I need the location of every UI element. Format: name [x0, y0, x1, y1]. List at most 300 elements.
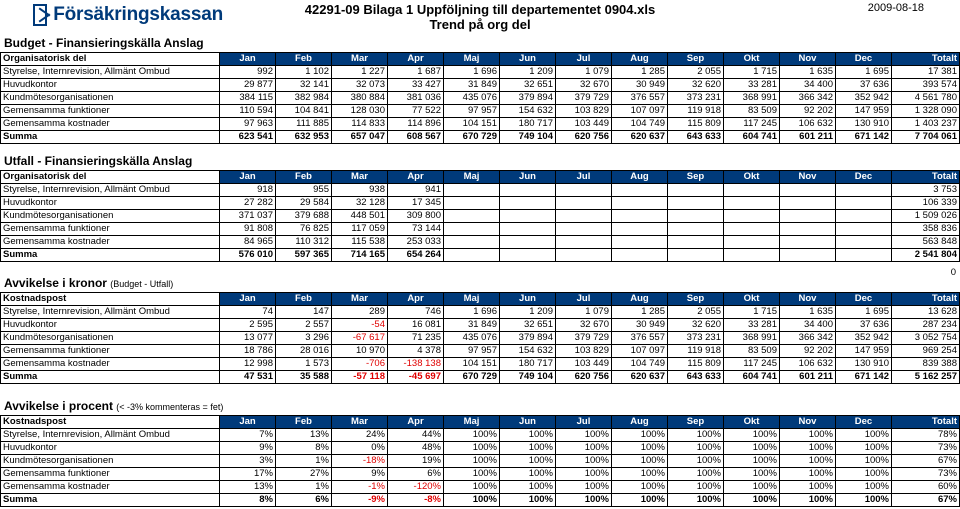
table-cell: 17 345 — [388, 197, 444, 210]
table-cell: 671 142 — [836, 131, 892, 144]
table-cell: 2 055 — [668, 66, 724, 79]
table-cell — [500, 197, 556, 210]
table-cell — [500, 210, 556, 223]
table-cell — [556, 236, 612, 249]
column-header-feb: Feb — [276, 53, 332, 66]
table-cell: 384 115 — [220, 92, 276, 105]
table-cell: 29 877 — [220, 79, 276, 92]
table-cell: 60% — [892, 481, 960, 494]
table-row — [1, 332, 960, 345]
table-row — [1, 358, 960, 371]
column-header-mar: Mar — [332, 416, 388, 429]
table-cell: 100% — [668, 455, 724, 468]
utfall-table — [0, 170, 960, 262]
table-cell: 3 296 — [276, 332, 332, 345]
table-cell: 100% — [724, 481, 780, 494]
table-cell: 657 047 — [332, 131, 388, 144]
table-cell: 32 620 — [668, 319, 724, 332]
table-cell: 100% — [444, 442, 500, 455]
table-cell: 1 209 — [500, 66, 556, 79]
table-cell: -18% — [332, 455, 388, 468]
table-cell: 128 030 — [332, 105, 388, 118]
table-cell: 100% — [556, 442, 612, 455]
table-cell — [556, 184, 612, 197]
table-cell: -1% — [332, 481, 388, 494]
table-cell: 32 670 — [556, 319, 612, 332]
table-cell — [556, 210, 612, 223]
table-cell — [444, 236, 500, 249]
table-cell: 27% — [276, 468, 332, 481]
table-cell — [500, 249, 556, 262]
table-cell: 100% — [612, 442, 668, 455]
table-cell — [500, 223, 556, 236]
table-cell — [668, 184, 724, 197]
table-cell: 100% — [444, 429, 500, 442]
table-cell — [836, 197, 892, 210]
table-cell: 100% — [500, 442, 556, 455]
avvikelse-pct-title: Avvikelse i procent (< -3% kommenteras = fet) — [4, 399, 224, 413]
table-cell: 67% — [892, 455, 960, 468]
table-cell: 2 055 — [668, 306, 724, 319]
column-header-jun: Jun — [500, 53, 556, 66]
row-label: Styrelse, Internrevision, Allmänt Ombud — [1, 306, 220, 319]
table-row — [1, 306, 960, 319]
table-cell: 13% — [220, 481, 276, 494]
column-header-sep: Sep — [668, 53, 724, 66]
table-cell: 435 076 — [444, 332, 500, 345]
table-cell: 104 151 — [444, 358, 500, 371]
table-cell: 180 717 — [500, 118, 556, 131]
column-header-jun: Jun — [500, 416, 556, 429]
table-cell: 103 449 — [556, 358, 612, 371]
table-cell: 180 717 — [500, 358, 556, 371]
table-cell: 10 970 — [332, 345, 388, 358]
column-header-okt: Okt — [724, 171, 780, 184]
table-cell: 114 896 — [388, 118, 444, 131]
table-cell: 67% — [892, 494, 960, 507]
table-cell: 601 211 — [780, 371, 836, 384]
table-row — [1, 468, 960, 481]
table-cell: 100% — [500, 429, 556, 442]
column-header-jan: Jan — [220, 416, 276, 429]
table-cell: 632 953 — [276, 131, 332, 144]
column-header-jul: Jul — [556, 293, 612, 306]
table-cell: 107 097 — [612, 345, 668, 358]
avvikelse-kr-title: Avvikelse i kronor (Budget - Utfall) — [4, 276, 174, 290]
table-cell: 117 059 — [332, 223, 388, 236]
table-cell: -54 — [332, 319, 388, 332]
table-cell: 1 079 — [556, 66, 612, 79]
column-header-maj: Maj — [444, 53, 500, 66]
table-cell: 100% — [836, 455, 892, 468]
table-cell — [444, 223, 500, 236]
column-header-dec: Dec — [836, 416, 892, 429]
table-cell — [668, 197, 724, 210]
table-cell — [500, 236, 556, 249]
table-cell — [836, 210, 892, 223]
table-cell: 73% — [892, 468, 960, 481]
table-cell: 47 531 — [220, 371, 276, 384]
table-cell: 381 036 — [388, 92, 444, 105]
table-cell: 104 151 — [444, 118, 500, 131]
table-cell: 100% — [612, 481, 668, 494]
avvikelse-kr-section — [0, 275, 960, 384]
row-label: Gemensamma funktioner — [1, 105, 220, 118]
column-header-totalt: Totalt — [892, 416, 960, 429]
table-cell: 97 957 — [444, 105, 500, 118]
table-row — [1, 92, 960, 105]
table-cell: 103 449 — [556, 118, 612, 131]
table-cell: 749 104 — [500, 371, 556, 384]
table-header-row — [1, 293, 960, 306]
table-cell: 100% — [668, 442, 724, 455]
table-cell: 1 209 — [500, 306, 556, 319]
table-cell: 620 756 — [556, 131, 612, 144]
column-header-mar: Mar — [332, 171, 388, 184]
table-cell: 1 573 — [276, 358, 332, 371]
column-header-feb: Feb — [276, 416, 332, 429]
table-cell: 100% — [724, 494, 780, 507]
table-cell — [724, 236, 780, 249]
table-cell: 604 741 — [724, 131, 780, 144]
table-cell: 623 541 — [220, 131, 276, 144]
table-cell — [556, 197, 612, 210]
table-cell: 76 825 — [276, 223, 332, 236]
row-label: Huvudkontor — [1, 197, 220, 210]
column-header-apr: Apr — [388, 171, 444, 184]
column-header-feb: Feb — [276, 293, 332, 306]
table-cell — [612, 223, 668, 236]
table-cell: 29 584 — [276, 197, 332, 210]
column-header-jan: Jan — [220, 171, 276, 184]
table-cell: 16 081 — [388, 319, 444, 332]
table-cell: 91 808 — [220, 223, 276, 236]
table-cell: 100% — [444, 494, 500, 507]
row-label: Gemensamma funktioner — [1, 468, 220, 481]
table-cell — [444, 210, 500, 223]
table-cell: 576 010 — [220, 249, 276, 262]
column-header-mar: Mar — [332, 53, 388, 66]
table-cell: 84 965 — [220, 236, 276, 249]
table-cell: 376 557 — [612, 92, 668, 105]
table-cell: 100% — [444, 455, 500, 468]
table-cell — [668, 236, 724, 249]
table-cell: 13% — [276, 429, 332, 442]
table-cell: 100% — [444, 481, 500, 494]
table-row — [1, 319, 960, 332]
table-cell — [780, 249, 836, 262]
table-cell: 309 800 — [388, 210, 444, 223]
table-cell: 130 910 — [836, 358, 892, 371]
table-cell: 955 — [276, 184, 332, 197]
table-cell: 17 381 — [892, 66, 960, 79]
table-cell — [612, 249, 668, 262]
column-header-nov: Nov — [780, 416, 836, 429]
table-cell: 100% — [612, 455, 668, 468]
table-cell: 37 636 — [836, 319, 892, 332]
column-header-jul: Jul — [556, 416, 612, 429]
column-header-sep: Sep — [668, 416, 724, 429]
table-cell: 100% — [668, 429, 724, 442]
table-cell — [668, 249, 724, 262]
column-header-okt: Okt — [724, 53, 780, 66]
row-label: Styrelse, Internrevision, Allmänt Ombud — [1, 429, 220, 442]
table-cell: 110 312 — [276, 236, 332, 249]
table-cell: 7% — [220, 429, 276, 442]
row-label: Styrelse, Internrevision, Allmänt Ombud — [1, 66, 220, 79]
row-label: Kundmötesorganisationen — [1, 332, 220, 345]
table-cell: 1 328 090 — [892, 105, 960, 118]
row-label: Gemensamma kostnader — [1, 118, 220, 131]
table-cell: 9% — [332, 468, 388, 481]
table-cell: 33 427 — [388, 79, 444, 92]
column-header-apr: Apr — [388, 53, 444, 66]
table-cell: 100% — [780, 468, 836, 481]
table-cell: 670 729 — [444, 131, 500, 144]
column-header-aug: Aug — [612, 293, 668, 306]
table-row — [1, 66, 960, 79]
table-cell — [556, 249, 612, 262]
table-cell: 100% — [612, 494, 668, 507]
table-cell: 1 635 — [780, 306, 836, 319]
table-cell: 13 077 — [220, 332, 276, 345]
sum-row — [1, 494, 960, 507]
table-cell: 24% — [332, 429, 388, 442]
column-header-totalt: Totalt — [892, 293, 960, 306]
table-cell: 620 637 — [612, 131, 668, 144]
table-cell: 643 633 — [668, 371, 724, 384]
table-cell: 448 501 — [332, 210, 388, 223]
column-header-feb: Feb — [276, 171, 332, 184]
column-header-jun: Jun — [500, 171, 556, 184]
table-cell: -67 617 — [332, 332, 388, 345]
table-cell: 107 097 — [612, 105, 668, 118]
table-cell: 104 749 — [612, 358, 668, 371]
row-label: Huvudkontor — [1, 319, 220, 332]
table-cell: 100% — [612, 429, 668, 442]
table-cell: 32 073 — [332, 79, 388, 92]
table-cell: 1 635 — [780, 66, 836, 79]
table-cell — [836, 236, 892, 249]
table-cell: 376 557 — [612, 332, 668, 345]
table-cell: 74 — [220, 306, 276, 319]
document-subtitle: Trend på org del — [429, 17, 531, 32]
row-label: Huvudkontor — [1, 79, 220, 92]
table-cell — [724, 184, 780, 197]
row-label: Gemensamma kostnader — [1, 236, 220, 249]
sum-row — [1, 249, 960, 262]
table-cell: 48% — [388, 442, 444, 455]
table-cell: 1 285 — [612, 306, 668, 319]
table-cell: 92 202 — [780, 105, 836, 118]
table-cell: 1% — [276, 481, 332, 494]
table-cell: 100% — [724, 429, 780, 442]
table-cell: 115 809 — [668, 358, 724, 371]
table-cell: 73% — [892, 442, 960, 455]
table-cell: 4 561 780 — [892, 92, 960, 105]
table-cell: 106 339 — [892, 197, 960, 210]
table-cell: 83 509 — [724, 105, 780, 118]
row-label: Summa — [1, 131, 220, 144]
table-cell: 147 — [276, 306, 332, 319]
table-cell: 111 885 — [276, 118, 332, 131]
table-cell: 352 942 — [836, 332, 892, 345]
table-cell — [780, 223, 836, 236]
budget-section — [0, 35, 960, 144]
table-cell: 34 400 — [780, 319, 836, 332]
column-header-maj: Maj — [444, 171, 500, 184]
table-cell: 1 715 — [724, 66, 780, 79]
table-row — [1, 105, 960, 118]
table-cell: 604 741 — [724, 371, 780, 384]
table-cell: 100% — [780, 442, 836, 455]
table-cell: 100% — [556, 494, 612, 507]
table-cell: 117 245 — [724, 358, 780, 371]
avvikelse-pct-table — [0, 415, 960, 507]
table-cell — [444, 184, 500, 197]
table-cell: 100% — [556, 429, 612, 442]
table-cell: 368 991 — [724, 332, 780, 345]
table-cell: 100% — [500, 494, 556, 507]
table-cell: 119 918 — [668, 105, 724, 118]
table-cell: 366 342 — [780, 92, 836, 105]
table-cell: 100% — [500, 481, 556, 494]
table-cell: 0% — [332, 442, 388, 455]
row-label: Styrelse, Internrevision, Allmänt Ombud — [1, 184, 220, 197]
row-label: Gemensamma kostnader — [1, 358, 220, 371]
column-header-maj: Maj — [444, 293, 500, 306]
table-cell: 100% — [556, 481, 612, 494]
table-cell: 130 910 — [836, 118, 892, 131]
table-cell: 32 651 — [500, 79, 556, 92]
table-cell: 100% — [556, 455, 612, 468]
table-cell: 103 829 — [556, 345, 612, 358]
table-cell: 106 632 — [780, 118, 836, 131]
table-cell: 379 894 — [500, 92, 556, 105]
table-cell: 671 142 — [836, 371, 892, 384]
table-row — [1, 429, 960, 442]
table-cell: 115 538 — [332, 236, 388, 249]
table-cell: 1% — [276, 455, 332, 468]
table-cell: 992 — [220, 66, 276, 79]
column-header-maj: Maj — [444, 416, 500, 429]
table-cell: 918 — [220, 184, 276, 197]
table-cell: 33 281 — [724, 319, 780, 332]
stray-value: 0 — [950, 267, 956, 278]
table-cell — [780, 236, 836, 249]
table-row — [1, 184, 960, 197]
table-cell: 100% — [556, 468, 612, 481]
table-cell: 100% — [612, 468, 668, 481]
table-cell: 1 696 — [444, 306, 500, 319]
table-cell — [724, 223, 780, 236]
table-cell: 97 963 — [220, 118, 276, 131]
table-cell: -120% — [388, 481, 444, 494]
table-cell: 100% — [780, 429, 836, 442]
table-cell: 37 636 — [836, 79, 892, 92]
table-cell: 938 — [332, 184, 388, 197]
table-cell: 100% — [668, 494, 724, 507]
table-cell: 1 102 — [276, 66, 332, 79]
table-cell — [668, 223, 724, 236]
column-header-jun: Jun — [500, 293, 556, 306]
table-cell: 941 — [388, 184, 444, 197]
table-cell: 435 076 — [444, 92, 500, 105]
table-cell: 19% — [388, 455, 444, 468]
table-cell — [612, 236, 668, 249]
table-cell: 100% — [780, 455, 836, 468]
table-cell: 358 836 — [892, 223, 960, 236]
table-cell: 373 231 — [668, 92, 724, 105]
table-cell: 654 264 — [388, 249, 444, 262]
table-cell: 1 696 — [444, 66, 500, 79]
column-header-aug: Aug — [612, 416, 668, 429]
table-cell: -9% — [332, 494, 388, 507]
table-header-row — [1, 416, 960, 429]
table-cell: 100% — [668, 468, 724, 481]
table-cell: 379 894 — [500, 332, 556, 345]
table-cell — [444, 197, 500, 210]
table-cell — [556, 223, 612, 236]
budget-title: Budget - Finansieringskälla Anslag — [4, 36, 204, 50]
table-cell: 103 829 — [556, 105, 612, 118]
document-title: 42291-09 Bilaga 1 Uppföljning till departementet 0904.xls — [304, 2, 656, 17]
table-cell: 18 786 — [220, 345, 276, 358]
table-cell: 100% — [668, 481, 724, 494]
utfall-title: Utfall - Finansieringskälla Anslag — [4, 154, 193, 168]
table-cell: 746 — [388, 306, 444, 319]
logo-text: Försäkringskassan — [53, 4, 223, 25]
column-header-mar: Mar — [332, 293, 388, 306]
table-cell — [500, 184, 556, 197]
table-cell: 106 632 — [780, 358, 836, 371]
table-cell: 100% — [836, 429, 892, 442]
row-label: Gemensamma funktioner — [1, 345, 220, 358]
table-cell: 371 037 — [220, 210, 276, 223]
table-cell: 32 620 — [668, 79, 724, 92]
table-cell: 30 949 — [612, 79, 668, 92]
table-cell: 1 227 — [332, 66, 388, 79]
table-cell: 114 833 — [332, 118, 388, 131]
table-cell: 393 574 — [892, 79, 960, 92]
budget-table — [0, 52, 960, 144]
table-cell: 379 688 — [276, 210, 332, 223]
table-cell: 77 522 — [388, 105, 444, 118]
table-cell: 3 753 — [892, 184, 960, 197]
table-cell: 2 541 804 — [892, 249, 960, 262]
column-header-nov: Nov — [780, 293, 836, 306]
table-cell: 8% — [220, 494, 276, 507]
table-cell: 34 400 — [780, 79, 836, 92]
table-cell: 380 884 — [332, 92, 388, 105]
column-header-okt: Okt — [724, 416, 780, 429]
row-label: Gemensamma funktioner — [1, 223, 220, 236]
table-cell: 6% — [276, 494, 332, 507]
table-cell: 5 162 257 — [892, 371, 960, 384]
table-cell: 379 729 — [556, 92, 612, 105]
table-cell: 78% — [892, 429, 960, 442]
table-cell: 31 849 — [444, 319, 500, 332]
table-cell: 8% — [276, 442, 332, 455]
column-header-jul: Jul — [556, 53, 612, 66]
avvikelse-pct-section — [0, 398, 960, 507]
table-cell: 6% — [388, 468, 444, 481]
table-cell: 1 687 — [388, 66, 444, 79]
table-cell: -706 — [332, 358, 388, 371]
table-row — [1, 481, 960, 494]
column-header-totalt: Totalt — [892, 53, 960, 66]
table-cell: 154 632 — [500, 345, 556, 358]
